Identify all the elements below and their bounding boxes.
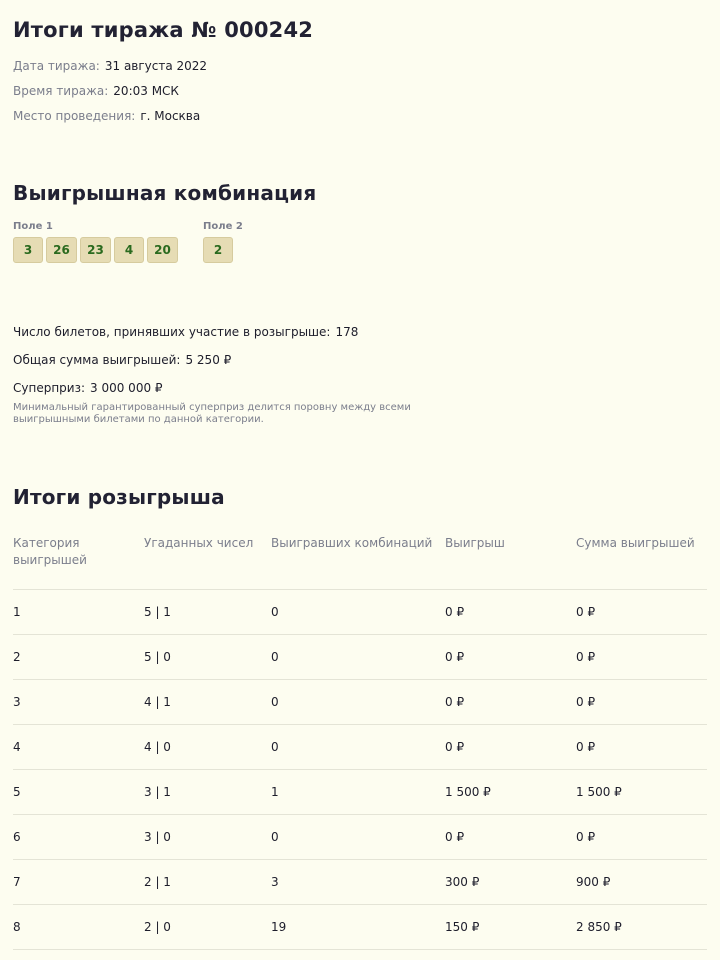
cell-prize: 300 ₽	[445, 860, 576, 905]
draw-time-row	[13, 84, 179, 98]
cell-category: 2	[13, 635, 144, 680]
draw-date-row	[13, 59, 207, 73]
cell-total: 0 ₽	[576, 725, 707, 770]
cell-category: 7	[13, 860, 144, 905]
draw-place-row	[13, 109, 200, 123]
draw-time-value: 20:03 МСК	[113, 84, 179, 98]
cell-prize: 0 ₽	[445, 590, 576, 635]
cell-prize: 0 ₽	[445, 680, 576, 725]
cell-matched: 4 | 1	[144, 680, 271, 725]
column-header-category: Категория выигрышей	[13, 530, 144, 590]
table-row	[13, 905, 707, 950]
cell-prize: 0 ₽	[445, 725, 576, 770]
draw-date-label: Дата тиража:	[13, 59, 100, 73]
table-row	[13, 815, 707, 860]
table-header-row	[13, 530, 707, 590]
cell-total: 0 ₽	[576, 815, 707, 860]
cell-total: 2 850 ₽	[576, 905, 707, 950]
field2-numbers	[203, 237, 233, 263]
cell-matched: 3 | 0	[144, 815, 271, 860]
field2-number: 2	[203, 237, 233, 263]
cell-winning-combos: 19	[271, 905, 445, 950]
column-header-total: Сумма выигрышей	[576, 530, 707, 590]
cell-category: 5	[13, 770, 144, 815]
table-row	[13, 725, 707, 770]
tickets-count-value: 178	[335, 325, 359, 339]
cell-total: 1 500 ₽	[576, 770, 707, 815]
table-row	[13, 680, 707, 725]
superprize-row	[13, 381, 163, 395]
cell-total: 0 ₽	[576, 680, 707, 725]
cell-category: 1	[13, 590, 144, 635]
tickets-count-row	[13, 325, 358, 339]
field1-number: 26	[46, 237, 77, 263]
field1-number: 4	[114, 237, 144, 263]
field1-number: 20	[147, 237, 178, 263]
column-header-winning-combos: Выигравших комбинаций	[271, 530, 445, 590]
cell-matched: 3 | 1	[144, 770, 271, 815]
results-title: Итоги розыгрыша	[13, 485, 225, 509]
table-row	[13, 590, 707, 635]
total-winnings-label: Общая сумма выигрышей:	[13, 353, 181, 367]
field1-number: 23	[80, 237, 111, 263]
superprize-value: 3 000 000 ₽	[90, 381, 163, 395]
field1-number: 3	[13, 237, 43, 263]
winning-combination-title: Выигрышная комбинация	[13, 181, 317, 205]
cell-total: 0 ₽	[576, 590, 707, 635]
total-winnings-value: 5 250 ₽	[185, 353, 232, 367]
tickets-count-label: Число билетов, принявших участие в розыгрыше:	[13, 325, 331, 339]
cell-category: 4	[13, 725, 144, 770]
cell-matched: 5 | 0	[144, 635, 271, 680]
cell-winning-combos: 0	[271, 590, 445, 635]
cell-winning-combos: 1	[271, 770, 445, 815]
cell-matched: 2 | 0	[144, 905, 271, 950]
draw-place-value: г. Москва	[140, 109, 201, 123]
table-row	[13, 770, 707, 815]
results-table	[13, 530, 707, 950]
cell-matched: 4 | 0	[144, 725, 271, 770]
field1-numbers	[13, 237, 178, 263]
total-winnings-row	[13, 353, 231, 367]
cell-winning-combos: 0	[271, 725, 445, 770]
cell-total: 0 ₽	[576, 635, 707, 680]
table-row	[13, 860, 707, 905]
cell-category: 8	[13, 905, 144, 950]
cell-winning-combos: 0	[271, 815, 445, 860]
column-header-prize: Выигрыш	[445, 530, 576, 590]
column-header-matched: Угаданных чисел	[144, 530, 271, 590]
cell-matched: 5 | 1	[144, 590, 271, 635]
page-title: Итоги тиража № 000242	[13, 18, 314, 42]
superprize-note: Минимальный гарантированный суперприз делится поровну между всеми выигрышными билетами по данной категории.	[13, 402, 411, 425]
cell-winning-combos: 3	[271, 860, 445, 905]
field2-label: Поле 2	[203, 221, 243, 232]
cell-prize: 150 ₽	[445, 905, 576, 950]
draw-date-value: 31 августа 2022	[104, 59, 208, 73]
cell-category: 6	[13, 815, 144, 860]
cell-prize: 1 500 ₽	[445, 770, 576, 815]
cell-matched: 2 | 1	[144, 860, 271, 905]
cell-winning-combos: 0	[271, 635, 445, 680]
cell-prize: 0 ₽	[445, 815, 576, 860]
table-row	[13, 635, 707, 680]
cell-prize: 0 ₽	[445, 635, 576, 680]
draw-place-label: Место проведения:	[13, 109, 136, 123]
superprize-label: Суперприз:	[13, 381, 86, 395]
cell-category: 3	[13, 680, 144, 725]
cell-total: 900 ₽	[576, 860, 707, 905]
field1-label: Поле 1	[13, 221, 53, 232]
draw-time-label: Время тиража:	[13, 84, 109, 98]
cell-winning-combos: 0	[271, 680, 445, 725]
